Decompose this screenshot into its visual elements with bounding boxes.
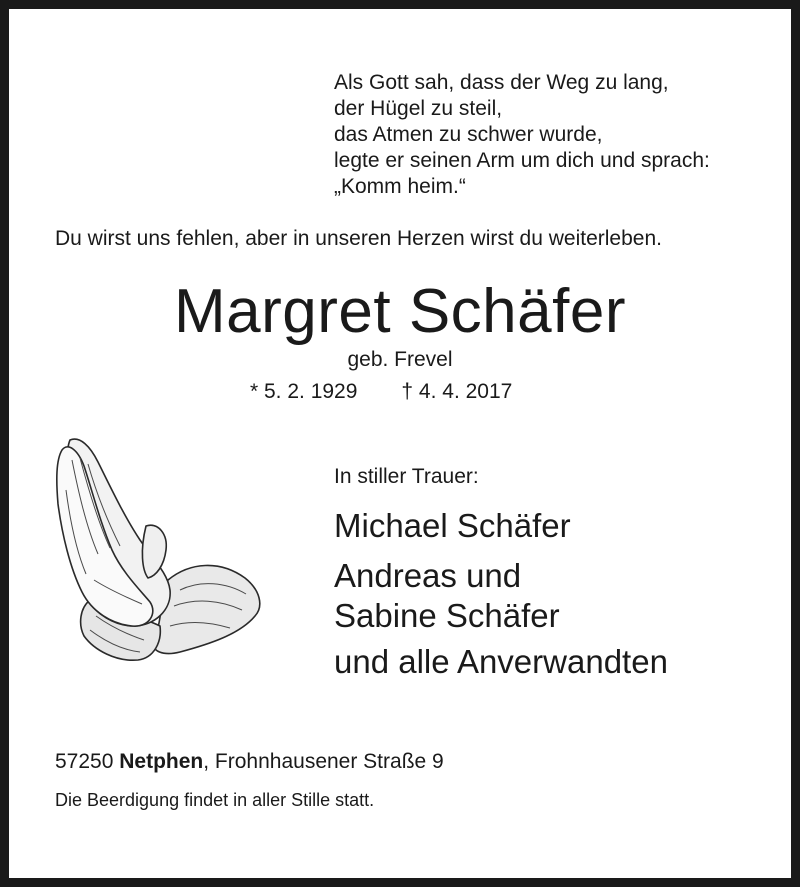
mourner: Andreas und xyxy=(334,557,522,594)
mourning-intro: In stiller Trauer: xyxy=(334,465,479,488)
funeral-note: Die Beerdigung findet in aller Stille statt. xyxy=(55,790,375,810)
birth-name: geb. Frevel xyxy=(347,348,453,371)
mourner: Sabine Schäfer xyxy=(334,597,560,634)
poem xyxy=(334,70,710,200)
address-city: Netphen xyxy=(119,750,204,773)
family-address xyxy=(55,750,444,774)
birth-date: * 5. 2. 1929 xyxy=(250,380,358,403)
mourner: und alle Anverwandten xyxy=(334,643,668,680)
address-zip: 57250 xyxy=(55,750,114,773)
mourners-list xyxy=(334,506,668,682)
poem-line: das Atmen zu schwer wurde, xyxy=(334,123,603,146)
poem-line: der Hügel zu steil, xyxy=(334,97,503,120)
death-date: † 4. 4. 2017 xyxy=(401,380,513,403)
poem-line: Als Gott sah, dass der Weg zu lang, xyxy=(334,71,669,94)
poem-line: „Komm heim.“ xyxy=(334,175,466,198)
praying-hands-icon xyxy=(50,430,270,670)
address-street: , Frohnhausener Straße 9 xyxy=(203,750,444,773)
life-dates xyxy=(250,380,512,404)
mourner: Michael Schäfer xyxy=(334,507,571,544)
poem-line: legte er seinen Arm um dich und sprach: xyxy=(334,149,710,172)
deceased-name: Margret Schäfer xyxy=(173,277,626,346)
motto: Du wirst uns fehlen, aber in unseren Herzen wirst du weiterleben. xyxy=(55,227,662,250)
